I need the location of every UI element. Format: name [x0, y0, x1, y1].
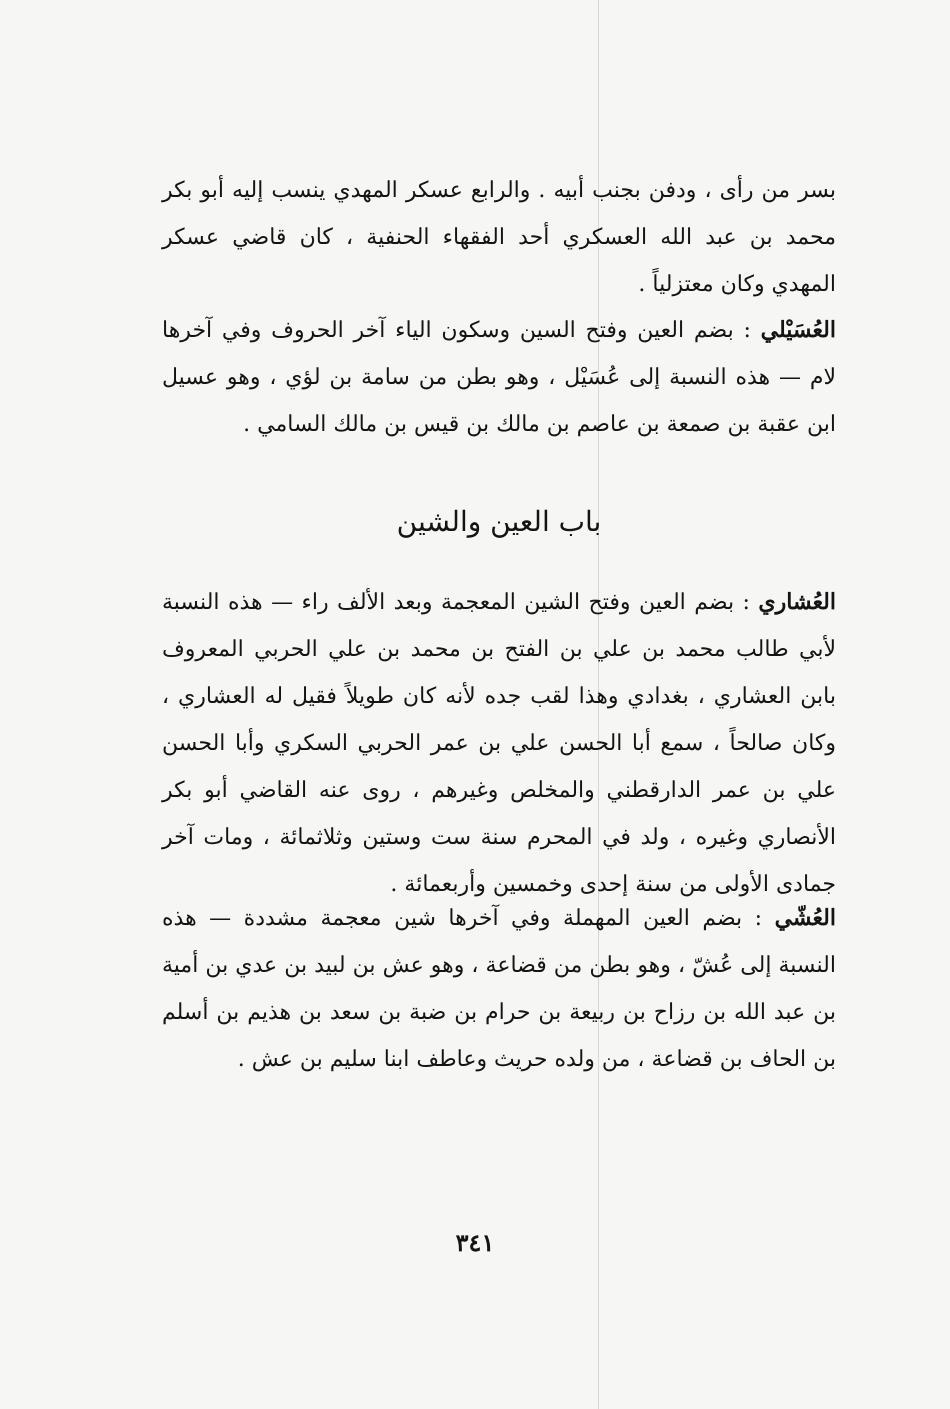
entry-definition: : بضم العين وفتح السين وسكون الياء آخر الحروف وفي آخرها لام — هذه النسبة إلى عُسَيْل ، وهو بطن من سامة بن لؤي ، وهو عسيل ابن عقبة بن صمعة بن عاصم بن مالك بن قيس بن مالك السامي . [162, 318, 836, 437]
entry-al-ushshi [162, 895, 836, 1083]
entry-al-ushari [162, 579, 836, 908]
section-heading: باب العين والشين [396, 505, 602, 538]
entry-term: العُشاري [758, 589, 836, 615]
entry-term: العُسَيْلي [760, 317, 836, 343]
entry-term: العُشّي [774, 905, 836, 931]
page-number: ٣٤١ [455, 1228, 495, 1257]
continuation-paragraph [162, 167, 836, 308]
continuation-text: بسر من رأى ، ودفن بجنب أبيه . والرابع عسكر المهدي ينسب إليه أبو بكر محمد بن عبد الله العسكري أحد الفقهاء الحنفية ، كان قاضي عسكر المهدي وكان معتزلياً . [162, 178, 836, 297]
entry-definition: : بضم العين المهملة وفي آخرها شين معجمة مشددة — هذه النسبة إلى عُشّ ، وهو بطن من قضاعة ، وهو عش بن لبيد بن عدي بن أمية بن عبد الله بن رزاح بن ربيعة بن حرام بن ضبة بن سعد بن هذيم بن أسلم بن الحاف بن قضاعة ، من ولده حريث وعاطف ابنا سليم بن عش . [162, 906, 836, 1072]
entry-al-usayli [162, 307, 836, 448]
entry-definition: : بضم العين وفتح الشين المعجمة وبعد الألف راء — هذه النسبة لأبي طالب محمد بن علي بن الفتح بن محمد بن علي الحربي المعروف بابن العشاري ، بغدادي وهذا لقب جده لأنه كان طويلاً فقيل له العشاري ، وكان صالحاً ، سمع أبا الحسن علي بن عمر الحربي السكري وأبا الحسن علي بن عمر الدارقطني والمخلص وغيرهم ، روى عنه القاضي أبو بكر الأنصاري وغيره ، ولد في المحرم سنة ست وستين وثلاثمائة ، ومات آخر جمادى الأولى من سنة إحدى وخمسين وأربعمائة . [162, 590, 836, 897]
